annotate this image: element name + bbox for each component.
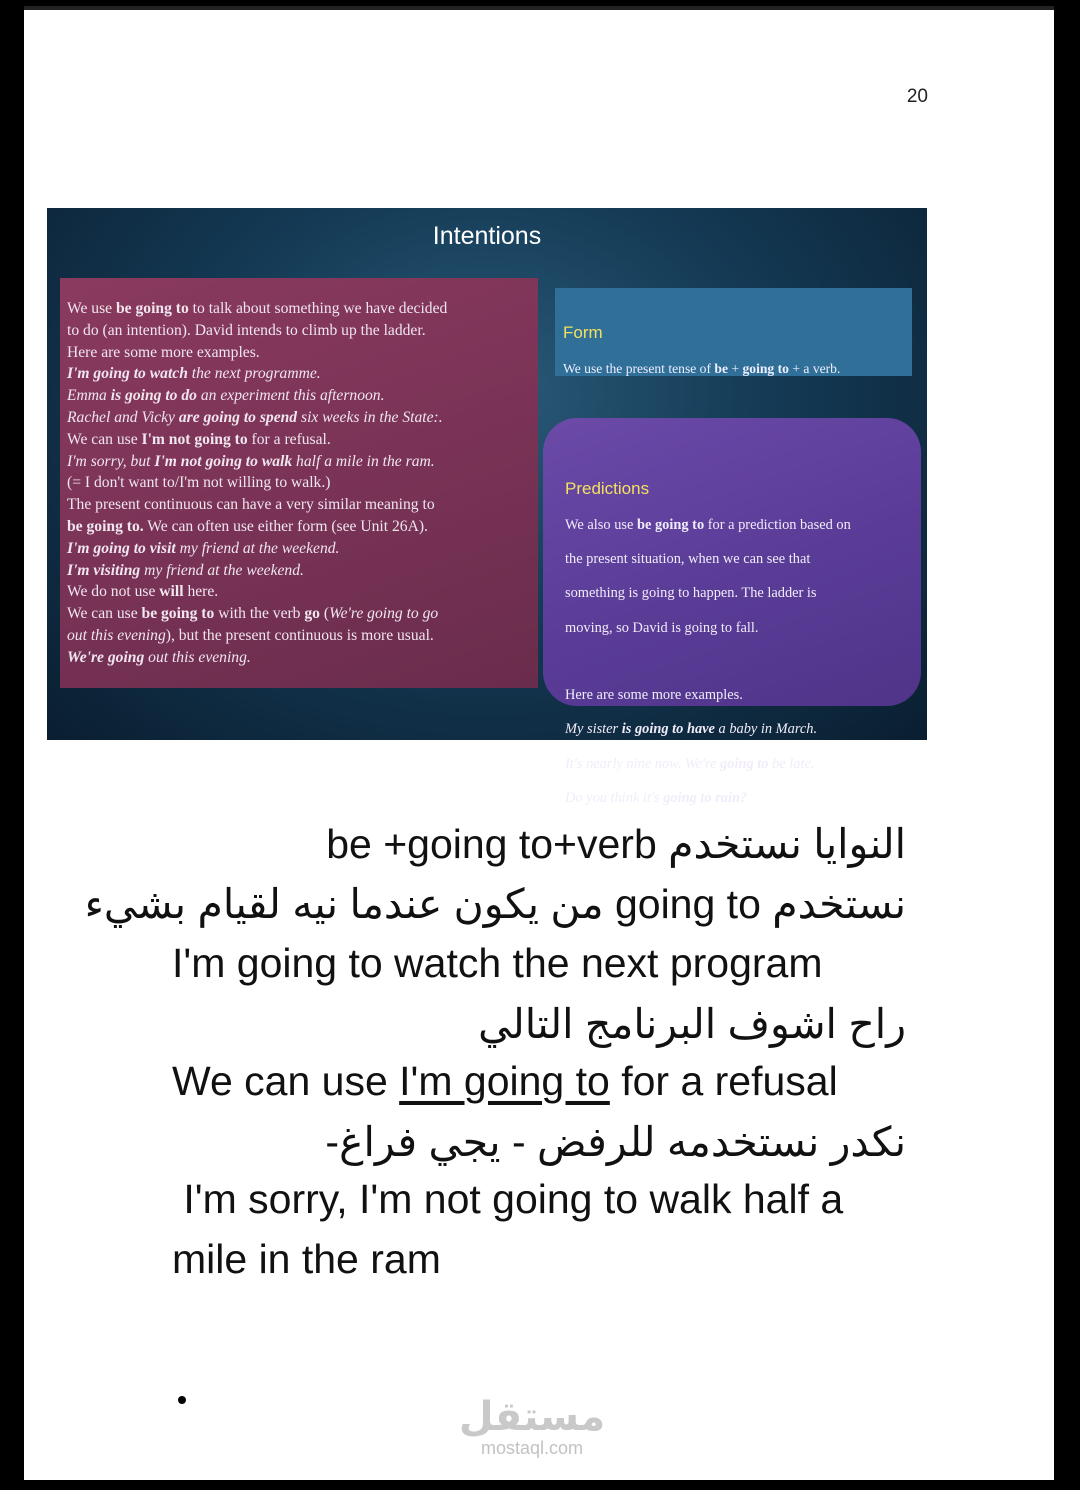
note-line-4: راح اشوف البرنامج التالي xyxy=(478,1001,906,1047)
text-run: the present situation, when we can see that xyxy=(565,551,811,568)
text-run: going to rain? xyxy=(663,789,748,806)
predictions-label: Predictions xyxy=(565,479,650,498)
intentions-panel xyxy=(60,278,538,688)
text-run: be going to xyxy=(636,517,705,533)
text-run: ( xyxy=(319,605,330,623)
text-run: here. xyxy=(183,583,219,601)
text-run: for a refusal. xyxy=(247,430,331,448)
text-run: moving, so David is going to fall. xyxy=(565,619,759,636)
intentions-line xyxy=(67,363,532,385)
text-run: going to xyxy=(720,755,769,772)
text-run: go xyxy=(304,605,320,623)
text-run: It's nearly nine now. We're xyxy=(565,755,721,772)
text-run: will xyxy=(159,583,184,601)
watermark-arabic: مستقل xyxy=(458,1394,606,1440)
text-run: + a verb. xyxy=(788,361,841,376)
text-run: Do you think it's xyxy=(565,789,664,806)
intentions-line xyxy=(67,472,532,494)
text-run: six weeks in the State:. xyxy=(297,408,443,426)
intentions-line xyxy=(67,647,532,669)
text-run: going to xyxy=(742,361,789,376)
form-label: Form xyxy=(563,323,603,342)
text-run: be late. xyxy=(768,755,815,772)
intentions-line xyxy=(67,516,532,538)
paragraph-gap xyxy=(565,653,909,672)
note-line-5-underlined: I'm going to xyxy=(399,1058,610,1104)
form-panel xyxy=(555,288,912,376)
text-run: are going to spend xyxy=(178,408,298,426)
text-run: is going to have xyxy=(621,721,715,738)
note-line-5-end: for a refusal xyxy=(609,1058,838,1104)
text-run: My sister xyxy=(565,721,622,738)
text-run: Here are some more examples. xyxy=(565,687,743,704)
text-run: We can use xyxy=(67,605,142,623)
intentions-line xyxy=(67,494,532,516)
text-run: out this evening. xyxy=(144,648,251,666)
text-run: We also use xyxy=(565,517,637,533)
text-run: Rachel and Vicky xyxy=(67,408,179,426)
note-line-3: I'm going to watch the next program xyxy=(172,940,823,986)
note-line-6: نكدر نستخدمه للرفض - يجي فراغ- xyxy=(325,1119,906,1165)
intentions-line xyxy=(67,385,532,407)
intentions-line xyxy=(67,451,532,473)
text-run: We're going xyxy=(67,648,145,666)
text-run: I'm sorry, but xyxy=(67,452,155,470)
text-run: (= I don't want to/I'm not willing to walk.) xyxy=(67,474,331,492)
watermark-logo xyxy=(452,1396,612,1458)
form-text xyxy=(563,360,904,378)
text-run: be going to xyxy=(141,605,215,623)
grammar-slide xyxy=(47,208,927,806)
watermark-latin: mostaql.com xyxy=(480,1438,584,1458)
text-run: I'm visiting xyxy=(67,561,141,579)
text-run: We can use xyxy=(67,430,142,448)
text-run: We use the present tense of xyxy=(563,361,715,376)
text-run: The present continuous can have a very similar meaning to xyxy=(67,496,435,514)
intentions-line xyxy=(67,538,532,560)
text-run: half a mile in the ram. xyxy=(292,452,435,470)
intentions-line xyxy=(67,429,532,451)
text-run: with the verb xyxy=(214,605,305,623)
text-run: my friend at the weekend. xyxy=(140,561,304,579)
text-run: We use xyxy=(67,300,116,317)
note-line-7: I'm sorry, I'm not going to walk half a xyxy=(172,1176,844,1222)
text-run: Emma xyxy=(67,387,111,405)
text-run: be going to. xyxy=(67,517,144,535)
text-run: ), but the present continuous is more usual. xyxy=(165,626,434,644)
predictions-line xyxy=(565,720,909,740)
text-run: something is going to happen. The ladder is xyxy=(565,585,817,602)
text-run: We're going to go xyxy=(329,605,439,623)
intentions-line xyxy=(67,342,532,364)
text-run: We can often use either form (see Unit 26A). xyxy=(143,517,428,535)
text-run: my friend at the weekend. xyxy=(175,539,340,557)
slide-title: Intentions xyxy=(432,222,542,250)
note-line-8: mile in the ram xyxy=(172,1236,441,1282)
predictions-text xyxy=(565,516,909,809)
text-run: for a prediction based on xyxy=(704,517,851,533)
predictions-line xyxy=(565,686,909,706)
text-run: + xyxy=(728,361,743,376)
page-number: 20 xyxy=(906,86,928,107)
predictions-line xyxy=(565,619,909,639)
text-run: is going to do xyxy=(110,387,197,405)
text-run: be going to xyxy=(115,300,189,317)
intentions-line xyxy=(67,625,532,647)
text-run: I'm not going to xyxy=(141,430,248,448)
document-page xyxy=(24,10,1054,1480)
note-line-1: النوايا نستخدم be +going to+verb xyxy=(326,821,906,867)
predictions-panel xyxy=(543,418,921,806)
text-run: I'm not going to walk xyxy=(154,452,293,470)
predictions-line xyxy=(565,550,909,570)
text-run: to talk about something we have decided xyxy=(188,300,448,317)
text-run: an experiment this afternoon. xyxy=(196,387,385,405)
bullet-point xyxy=(178,1396,186,1404)
intentions-line xyxy=(67,560,532,582)
intentions-line xyxy=(67,407,532,429)
predictions-line xyxy=(565,789,909,809)
text-run: to do (an intention). David intends to climb up the ladder. xyxy=(67,321,426,339)
intentions-line xyxy=(67,581,532,603)
text-run: Here are some more examples. xyxy=(67,343,260,361)
predictions-line xyxy=(565,516,909,536)
intentions-line xyxy=(67,603,532,625)
text-run: a baby in March. xyxy=(714,721,818,738)
note-line-5-start: We can use xyxy=(172,1058,400,1104)
intentions-line xyxy=(67,320,532,342)
text-run: I'm going to watch xyxy=(67,365,188,383)
text-run: We do not use xyxy=(67,583,160,601)
note-line-5 xyxy=(172,1058,838,1105)
predictions-line xyxy=(565,584,909,604)
text-run: I'm going to visit xyxy=(67,539,176,557)
text-run: the next programme. xyxy=(187,365,321,383)
text-run: out this evening xyxy=(67,626,166,644)
intentions-line xyxy=(67,298,532,320)
predictions-line xyxy=(565,755,909,775)
note-line-2: نستخدم going to من يكون عندما نيه لقيام بشيء xyxy=(84,881,906,927)
text-run: be xyxy=(714,361,728,376)
